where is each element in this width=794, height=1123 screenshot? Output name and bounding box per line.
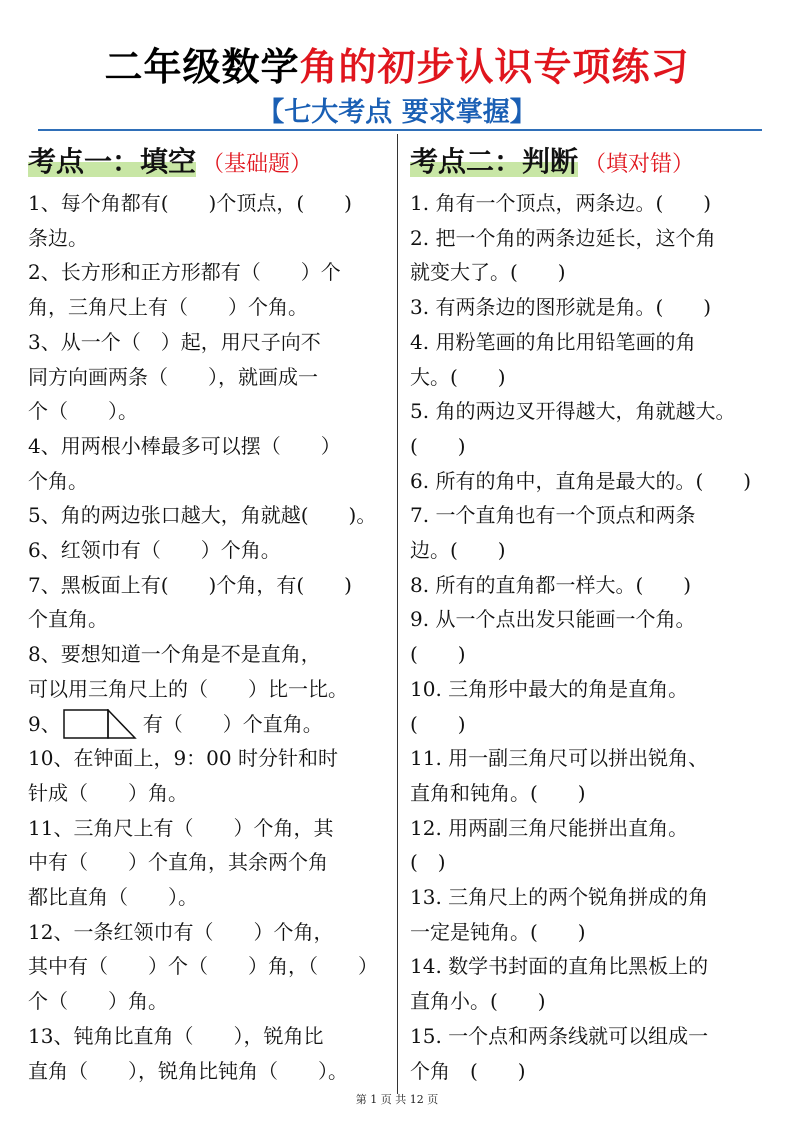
question-line: 一定是钝角。( ) [410, 919, 586, 944]
question-line: ( ) [410, 433, 466, 458]
question-line: 个角。 [28, 468, 88, 493]
question-line: 13. 三角尺上的两个锐角拼成的角 [410, 885, 709, 910]
page-subtitle: 【七大考点 要求掌握】 [257, 97, 537, 128]
page-number-footer: 第 1 页 共 12 页 [355, 1093, 439, 1106]
question-line: 15. 一个点和两条线就可以组成一 [410, 1023, 709, 1048]
rectangle-triangle-figure [63, 709, 137, 739]
question-line: 2. 把一个角的两条边延长，这个角 [410, 225, 716, 250]
question-line: ( ) [410, 850, 446, 875]
question-line: ( ) [410, 711, 466, 736]
question-line: 可以用三角尺上的（ ）比一比。 [28, 676, 348, 701]
question-line: 5. 角的两边叉开得越大，角就越大。 [410, 399, 736, 424]
question-line: 中有（ ）个直角，其余两个角 [28, 850, 328, 875]
question-line: 10、在钟面上，9：00 时分针和时 [28, 746, 338, 771]
question-line: 6. 所有的角中，直角是最大的。( ) [410, 468, 752, 493]
question-line: 都比直角（ ）。 [28, 885, 198, 910]
question-line: 12、一条红领巾有（ ）个角， [28, 919, 334, 944]
fill-in-questions [28, 186, 390, 1088]
page-title [0, 36, 794, 91]
section-one-subtitle: （基础题） [202, 152, 313, 177]
question-line: 10. 三角形中最大的角是直角。 [410, 676, 689, 701]
left-column [28, 140, 390, 1088]
title-part-grade: 二年级数学 [104, 45, 300, 89]
section-two-heading [410, 140, 782, 186]
question-9-text: 有（ ）个直角。 [142, 711, 323, 736]
question-line: 5、角的两边张口越大，角就越( )。 [28, 503, 377, 528]
true-false-questions [410, 186, 782, 1088]
section-one-title: 考点一：填空 [28, 140, 196, 180]
section-two-subtitle: （填对错） [584, 152, 695, 177]
question-line: 直角和钝角。( ) [410, 780, 586, 805]
question-line: 8. 所有的直角都一样大。( ) [410, 572, 692, 597]
question-line: 个直角。 [28, 607, 108, 632]
question-line: 4、用两根小棒最多可以摆（ ） [28, 433, 341, 458]
question-line: 8、要想知道一个角是不是直角， [28, 642, 321, 667]
question-9 [28, 707, 390, 742]
question-line: 角，三角尺上有（ ）个角。 [28, 295, 308, 320]
question-9-number: 9、 [28, 711, 61, 736]
question-line: 11、三角尺上有（ ）个角，其 [28, 815, 334, 840]
question-line: 4. 用粉笔画的角比用铅笔画的角 [410, 329, 696, 354]
question-line: 11. 用一副三角尺可以拼出锐角、 [410, 746, 709, 771]
question-line: 个角 ( ) [410, 1058, 526, 1083]
question-line: 13、钝角比直角（ ），锐角比 [28, 1023, 324, 1048]
column-divider [397, 134, 398, 1094]
question-line: 直角（ ），锐角比钝角（ ）。 [28, 1058, 348, 1083]
question-line: 个（ ）角。 [28, 989, 168, 1014]
question-line: 针成（ ）角。 [28, 780, 188, 805]
question-line: 3、从一个（ ）起，用尺子向不 [28, 329, 321, 354]
right-column [410, 140, 782, 1088]
question-line: 边。( ) [410, 538, 506, 563]
question-line: 个（ ）。 [28, 399, 138, 424]
question-line: 大。( ) [410, 364, 506, 389]
question-line: ( ) [410, 642, 466, 667]
question-line: 7. 一个直角也有一个顶点和两条 [410, 503, 696, 528]
question-line: 条边。 [28, 225, 88, 250]
title-divider [38, 129, 762, 131]
question-line: 直角小。( ) [410, 989, 546, 1014]
question-line: 12. 用两副三角尺能拼出直角。 [410, 815, 689, 840]
question-line: 3. 有两条边的图形就是角。( ) [410, 295, 712, 320]
question-line: 其中有（ ）个（ ）角，（ ） [28, 954, 378, 979]
question-line: 14. 数学书封面的直角比黑板上的 [410, 954, 709, 979]
section-two-title: 考点二：判断 [410, 140, 578, 180]
question-line: 7、黑板面上有( )个角，有( ) [28, 572, 352, 597]
title-part-topic: 角的初步认识专项练习 [299, 45, 690, 89]
question-line: 1、每个角都有( )个顶点，( ) [28, 191, 352, 215]
question-line: 2、长方形和正方形都有（ ）个 [28, 260, 341, 285]
question-line: 1. 角有一个顶点，两条边。( ) [410, 191, 712, 215]
question-line: 同方向画两条（ ），就画成一 [28, 364, 318, 389]
question-line: 6、红领巾有（ ）个角。 [28, 538, 281, 563]
section-one-heading [28, 140, 390, 186]
question-line: 9. 从一个点出发只能画一个角。 [410, 607, 696, 632]
question-line: 就变大了。( ) [410, 260, 566, 285]
